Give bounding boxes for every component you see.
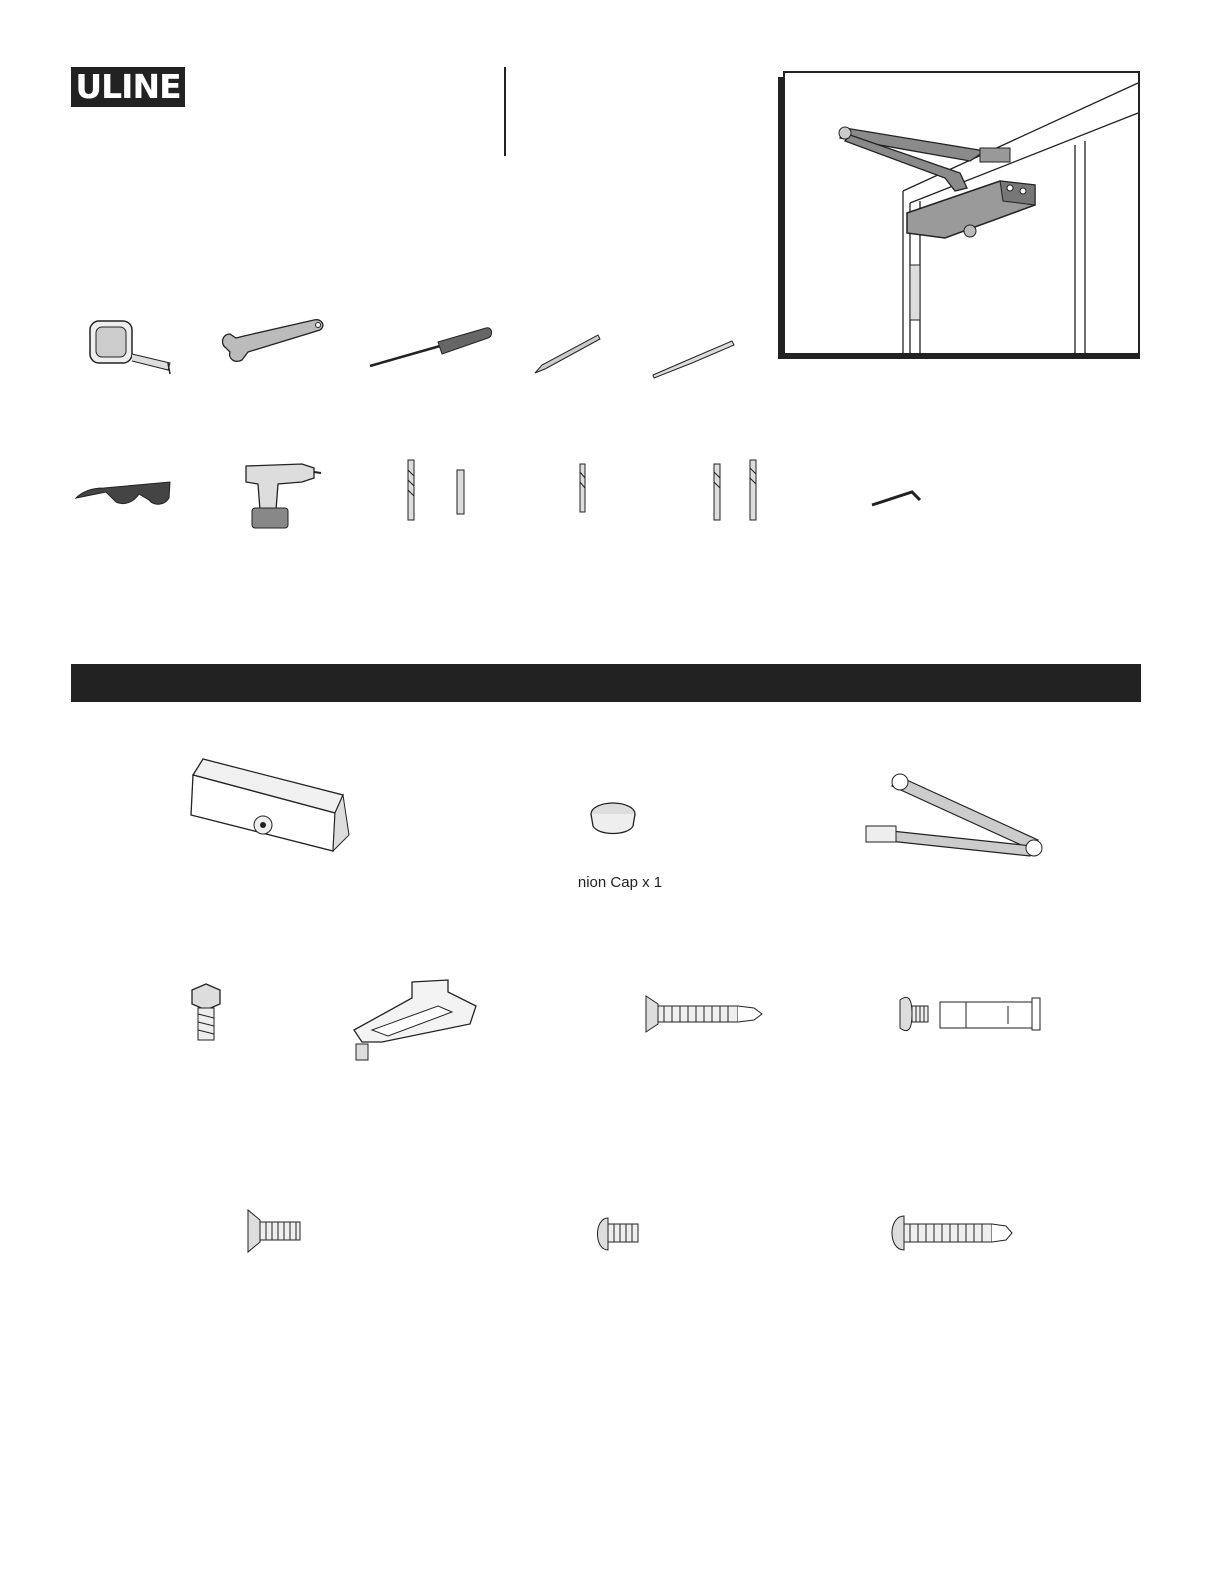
hero-illustration	[783, 71, 1140, 355]
hex-bolt-icon	[186, 982, 226, 1044]
pinion-cap-icon	[588, 800, 638, 840]
parallel-arm-bracket-icon	[352, 978, 484, 1066]
adjustable-wrench-icon	[218, 318, 328, 368]
center-punch-icon	[650, 337, 735, 379]
drill-bits-pair-icon	[710, 458, 764, 524]
pencil-icon	[532, 333, 602, 375]
flat-head-machine-screw-icon	[244, 1208, 304, 1254]
machine-screw-with-sex-nut-icon	[898, 994, 1044, 1034]
safety-glasses-icon	[74, 476, 174, 511]
screwdriver-icon	[368, 326, 493, 371]
drill-bit-icon	[576, 462, 590, 514]
door-closer-installed-icon	[785, 73, 1138, 353]
pinion-cap-caption: nion Cap x 1	[577, 874, 663, 891]
hex-key-icon	[870, 486, 924, 510]
closer-arm-icon	[862, 770, 1047, 866]
door-closer-body-icon	[183, 755, 359, 859]
drill-bit-and-tap-icon	[402, 458, 472, 524]
tape-measure-icon	[88, 318, 173, 378]
power-drill-icon	[242, 460, 322, 532]
self-drilling-flat-screw-icon	[642, 994, 764, 1034]
round-head-machine-screw-icon	[592, 1216, 642, 1252]
header-divider	[504, 67, 506, 156]
uline-logo: ULINE	[71, 67, 185, 107]
round-head-self-drilling-screw-icon	[886, 1214, 1016, 1252]
parts-banner	[71, 664, 1141, 702]
